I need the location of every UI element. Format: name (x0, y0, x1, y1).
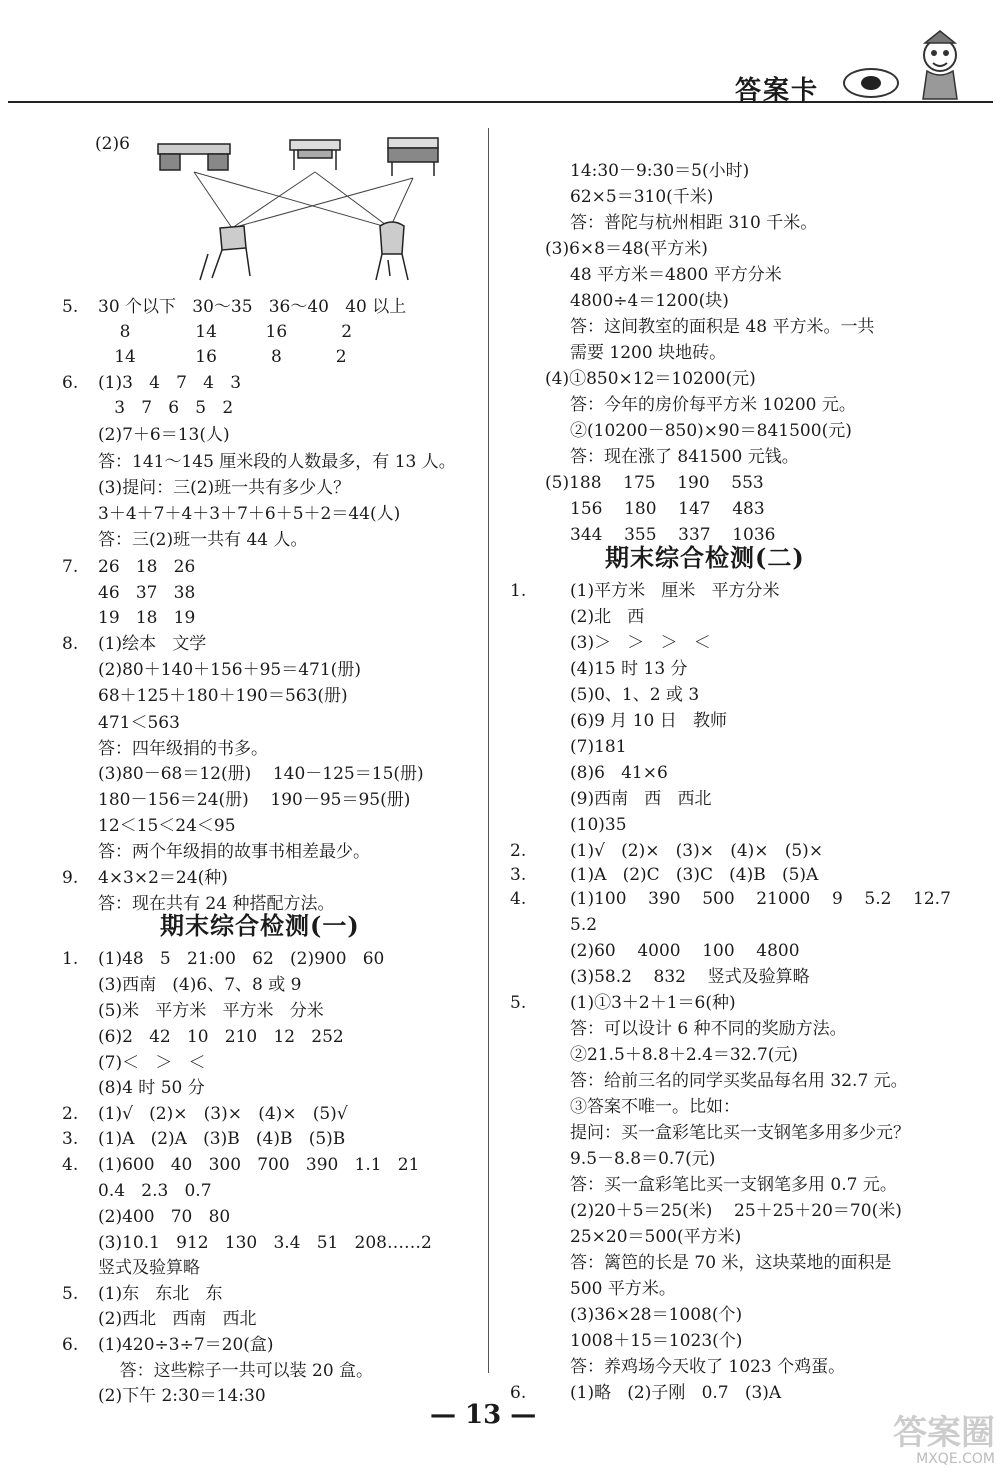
watermark-text: 答案圈 (893, 1413, 995, 1453)
answer-line: (5)188 175 190 553 (545, 473, 764, 493)
answer-line: (1)绘本 文学 (98, 634, 207, 654)
answer-line: 19 18 19 (98, 608, 196, 628)
question-number: 3. (62, 1129, 79, 1149)
answer-line: (9)西南 西 西北 (570, 789, 712, 809)
answer-line: 答：可以设计 6 种不同的奖励方法。 (570, 1019, 847, 1039)
answer-line: 25×20＝500(平方米) (570, 1227, 742, 1247)
answer-line: (5)米 平方米 平方米 分米 (98, 1001, 324, 1021)
answer-line: 答：这间教室的面积是 48 平方米。一共 (570, 317, 875, 337)
answer-line: 156 180 147 483 (570, 499, 765, 519)
answer-line: (3)6×8＝48(平方米) (545, 239, 708, 259)
answer-line: 答：四年级捐的书多。 (98, 739, 268, 759)
answer-line: (5)0、1、2 或 3 (570, 685, 700, 705)
page-title: 答案卡 (735, 76, 820, 106)
answer-line: (1)3 4 7 4 3 (98, 373, 242, 393)
answer-line: (2)西北 西南 西北 (98, 1309, 257, 1329)
answer-line: (2)北 西 (570, 607, 645, 627)
answer-line: (2)20＋5＝25(米) 25＋25＋20＝70(米) (570, 1201, 902, 1221)
desk-icon-1 (158, 144, 230, 170)
answer-line: 答：141～145 厘米段的人数最多，有 13 人。 (98, 452, 456, 472)
answer-line: 答：养鸡场今天收了 1023 个鸡蛋。 (570, 1357, 846, 1377)
answer-line: 68＋125＋180＋190＝563(册) (98, 686, 348, 706)
desk-icon-2 (290, 140, 340, 170)
answer-line: 471＜563 (98, 713, 180, 733)
answer-line: 答：三(2)班一共有 44 人。 (98, 530, 308, 550)
answer-line: 62×5＝310(千米) (570, 187, 714, 207)
answer-line: (1)东 东北 东 (98, 1284, 223, 1304)
answer-line: 1008＋15＝1023(个) (570, 1331, 743, 1351)
answer-line: 答：普陀与杭州相距 310 千米。 (570, 213, 818, 233)
question-number: 2. (62, 1104, 79, 1124)
answer-line: (1)①3＋2＋1＝6(种) (570, 993, 736, 1013)
answer-line: 答：今年的房价每平方米 10200 元。 (570, 395, 856, 415)
answer-line: (3)＞ ＞ ＞ ＜ (570, 633, 711, 653)
question-number: 4. (62, 1155, 79, 1175)
answer-line: (3)58.2 832 竖式及验算略 (570, 967, 810, 987)
question-number: 2. (510, 841, 527, 861)
answer-line: (2)7＋6＝13(人) (98, 425, 230, 445)
column-divider (488, 128, 489, 1373)
answer-line: 答：这些粽子一共可以装 20 盒。 (98, 1361, 374, 1381)
question-number: 1. (510, 581, 527, 601)
answer-line: (2)400 70 80 (98, 1207, 231, 1227)
mascot-icon (905, 25, 975, 103)
answer-line: (3)10.1 912 130 3.4 51 208……2 (98, 1233, 432, 1253)
question-number: 6. (510, 1383, 527, 1403)
answer-line: (3)80－68＝12(册) 140－125＝15(册) (98, 764, 424, 784)
chair-icon-2 (376, 222, 408, 280)
furniture-matching-diagram (150, 130, 450, 285)
question-number: 5. (62, 1284, 79, 1304)
answer-line: 3 7 6 5 2 (98, 398, 234, 418)
watermark-url: MXQE.COM (916, 1451, 995, 1467)
page-number: — 13 — (430, 1400, 537, 1430)
answer-line: (7)181 (570, 737, 627, 757)
answer-line: 26 18 26 (98, 557, 196, 577)
answer-line: (8)6 41×6 (570, 763, 668, 783)
answer-line: (2)6 (95, 134, 130, 154)
desk-icon-3 (388, 138, 438, 176)
answer-line: 竖式及验算略 (98, 1258, 200, 1278)
section-title-exam-1: 期末综合检测(一) (160, 911, 360, 940)
answer-line: (6)9 月 10 日 教师 (570, 711, 727, 731)
section-title-exam-2: 期末综合检测(二) (605, 543, 805, 572)
answer-line: 5.2 (570, 915, 598, 935)
matching-lines (194, 172, 413, 228)
answer-line: 答：买一盒彩笔比买一支钢笔多用 0.7 元。 (570, 1175, 897, 1195)
answer-line: (2)下午 2:30＝14:30 (98, 1386, 266, 1406)
answer-line: (3)提问：三(2)班一共有多少人？ (98, 478, 351, 498)
answer-line: (1)√ (2)× (3)× (4)× (5)√ (98, 1104, 348, 1124)
answer-line: (8)4 时 50 分 (98, 1078, 205, 1098)
question-number: 1. (62, 949, 79, 969)
answer-line: (1)100 390 500 21000 9 5.2 12.7 (570, 889, 951, 909)
question-number: 6. (62, 1335, 79, 1355)
question-number: 3. (510, 865, 527, 885)
answer-line: (1)A (2)C (3)C (4)B (5)A (570, 865, 819, 885)
answer-line: 46 37 38 (98, 583, 196, 603)
answer-line: (1)√ (2)× (3)× (4)× (5)× (570, 841, 824, 861)
answer-line: (7)＜ ＞ ＜ (98, 1053, 206, 1073)
eye-logo-icon (843, 68, 899, 98)
answer-line: 答：给前三名的同学买奖品每名用 32.7 元。 (570, 1071, 908, 1091)
answer-line: 答：两个年级捐的故事书相差最少。 (98, 842, 370, 862)
question-number: 4. (510, 889, 527, 909)
answer-line: (6)2 42 10 210 12 252 (98, 1027, 344, 1047)
answer-line: ③答案不唯一。比如： (570, 1097, 740, 1117)
answer-line: 需要 1200 块地砖。 (570, 343, 727, 363)
answer-line: ②(10200－850)×90＝841500(元) (570, 421, 852, 441)
question-number: 5. (510, 993, 527, 1013)
question-number: 9. (62, 868, 79, 888)
answer-line: 答：现在涨了 841500 元钱。 (570, 447, 799, 467)
answer-line: (1)略 (2)子刚 0.7 (3)A (570, 1383, 782, 1403)
answer-line: 500 平方米。 (570, 1279, 676, 1299)
answer-line: (1)600 40 300 700 390 1.1 21 (98, 1155, 420, 1175)
answer-line: 12＜15＜24＜95 (98, 816, 236, 836)
answer-line: (3)西南 (4)6、7、8 或 9 (98, 975, 302, 995)
question-number: 8. (62, 634, 79, 654)
answer-line: (4)15 时 13 分 (570, 659, 688, 679)
answer-line: 180－156＝24(册) 190－95＝95(册) (98, 790, 411, 810)
watermark-logo (875, 1415, 995, 1475)
answer-line: (2)60 4000 100 4800 (570, 941, 800, 961)
header-rule (8, 101, 993, 103)
question-number: 7. (62, 557, 79, 577)
answer-line: (2)80＋140＋156＋95＝471(册) (98, 660, 361, 680)
answer-line: (3)36×28＝1008(个) (570, 1305, 743, 1325)
answer-line: 30 个以下 30～35 36～40 40 以上 (98, 297, 407, 317)
question-number: 5. (62, 297, 79, 317)
answer-line: 答：篱笆的长是 70 米，这块菜地的面积是 (570, 1253, 892, 1273)
answer-line: (4)①850×12＝10200(元) (545, 369, 756, 389)
answer-line: 8 14 16 2 (98, 322, 353, 342)
answer-line: 4×3×2＝24(种) (98, 868, 228, 888)
answer-line: 14 16 8 2 (98, 347, 347, 367)
answer-line: (1)A (2)A (3)B (4)B (5)B (98, 1129, 346, 1149)
answer-line: (1)平方米 厘米 平方分米 (570, 581, 780, 601)
answer-line: 344 355 337 1036 (570, 525, 776, 545)
answer-line: 答：现在共有 24 种搭配方法。 (98, 894, 335, 914)
answer-line: 9.5－8.8＝0.7(元) (570, 1149, 716, 1169)
question-number: 6. (62, 373, 79, 393)
answer-line: 提问：买一盒彩笔比买一支钢笔多用多少元？ (570, 1123, 910, 1143)
answer-line: 14:30－9:30＝5(小时) (570, 161, 750, 181)
answer-line: 48 平方米＝4800 平方分米 (570, 265, 782, 285)
answer-line: (1)48 5 21:00 62 (2)900 60 (98, 949, 385, 969)
answer-line: 4800÷4＝1200(块) (570, 291, 729, 311)
chair-icon-1 (200, 226, 250, 280)
answer-line: (1)420÷3÷7＝20(盒) (98, 1335, 274, 1355)
answer-line: 0.4 2.3 0.7 (98, 1181, 212, 1201)
answer-line: (10)35 (570, 815, 627, 835)
answer-line: ②21.5＋8.8＋2.4＝32.7(元) (570, 1045, 799, 1065)
answer-line: 3＋4＋7＋4＋3＋7＋6＋5＋2＝44(人) (98, 504, 401, 524)
